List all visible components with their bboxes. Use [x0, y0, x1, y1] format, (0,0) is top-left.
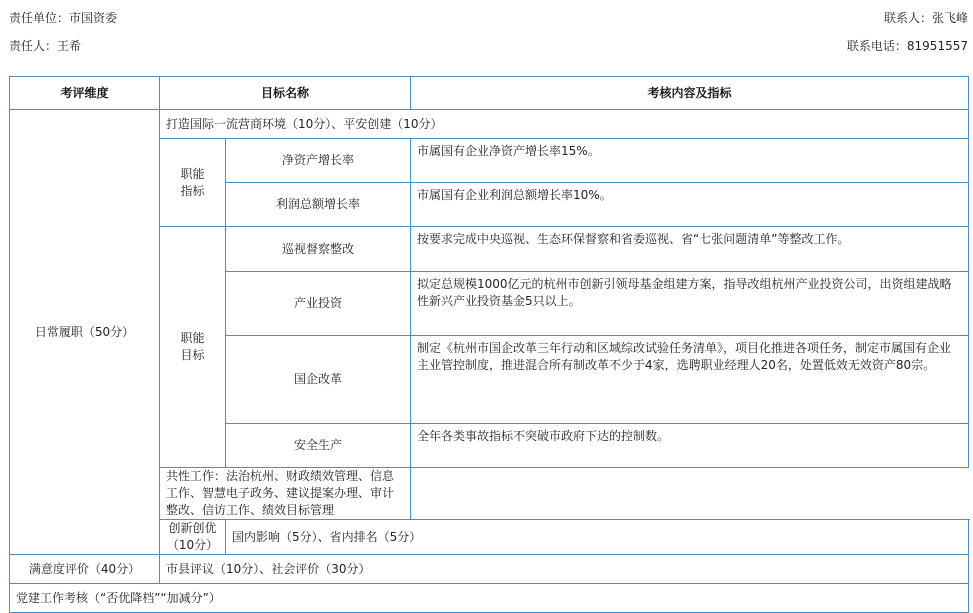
func-indicator-line1: 职能 — [180, 166, 205, 181]
common-work-cell: 共性工作：法治杭州、财政绩效管理、信息工作、智慧电子政务、建议提案办理、审计整改、信访工作、绩效目标管理 — [160, 468, 411, 520]
target-name-cell: 利润总额增长率 — [226, 183, 411, 227]
header-target-name: 目标名称 — [160, 77, 411, 110]
table-row — [10, 584, 969, 613]
func-target-line1: 职能 — [180, 331, 205, 345]
table-row — [10, 110, 969, 139]
content-cell: 市属国有企业利润总额增长率10%。 — [411, 183, 969, 227]
assessment-table — [9, 76, 969, 613]
business-env-cell: 打造国际一流营商环境（10分）、平安创建（10分） — [160, 110, 969, 139]
party-building-cell: 党建工作考核（“否优降档”“加减分”） — [10, 584, 969, 613]
target-name-cell: 净资产增长率 — [226, 139, 411, 183]
target-name-cell: 产业投资 — [226, 272, 411, 336]
header-content: 考核内容及指标 — [411, 77, 969, 110]
table-header-row — [10, 77, 969, 110]
satisfaction-label-cell: 满意度评价（40分） — [10, 555, 160, 584]
target-name-cell: 巡视督察整改 — [226, 227, 411, 272]
content-cell: 拟定总规模1000亿元的杭州市创新引领母基金组建方案，指导改组杭州产业投资公司，出资组建战略性新兴产业投资基金5只以上。 — [411, 272, 969, 336]
header-dimension: 考评维度 — [10, 77, 160, 110]
contact-phone: 联系电话：81951557 — [846, 39, 968, 53]
daily-duty-cell: 日常履职（50分） — [10, 110, 160, 555]
content-cell: 市属国有企业净资产增长率15%。 — [411, 139, 969, 183]
table-row — [10, 555, 969, 584]
contact-person: 联系人：张飞峰 — [883, 11, 968, 25]
innovation-label-cell: 创新创优（10分） — [160, 520, 226, 555]
content-cell: 按要求完成中央巡视、生态环保督察和省委巡视、省“七张问题清单”等整改工作。 — [411, 227, 969, 272]
target-name-cell: 国企改革 — [226, 336, 411, 424]
content-cell: 全年各类事故指标不突破市政府下达的控制数。 — [411, 424, 969, 468]
func-target-cell — [160, 227, 226, 468]
func-indicator-line2: 指标 — [180, 183, 205, 198]
innovation-content-cell: 国内影响（5分）、省内排名（5分） — [226, 520, 969, 555]
target-name-cell: 安全生产 — [226, 424, 411, 468]
func-indicator-cell — [160, 139, 226, 227]
func-target-line2: 目标 — [180, 348, 205, 362]
responsible-unit: 责任单位：市国资委 — [9, 11, 118, 25]
content-cell: 制定《杭州市国企改革三年行动和区域综改试验任务清单》，项目化推进各项任务，制定市属国有企业主业管控制度，推进混合所有制改革不少于4家，选聘职业经理人20名，处置低效无效资产80宗。 — [411, 336, 969, 424]
satisfaction-content-cell: 市县评议（10分）、社会评价（30分） — [160, 555, 969, 584]
responsible-person: 责任人：王希 — [9, 39, 82, 53]
